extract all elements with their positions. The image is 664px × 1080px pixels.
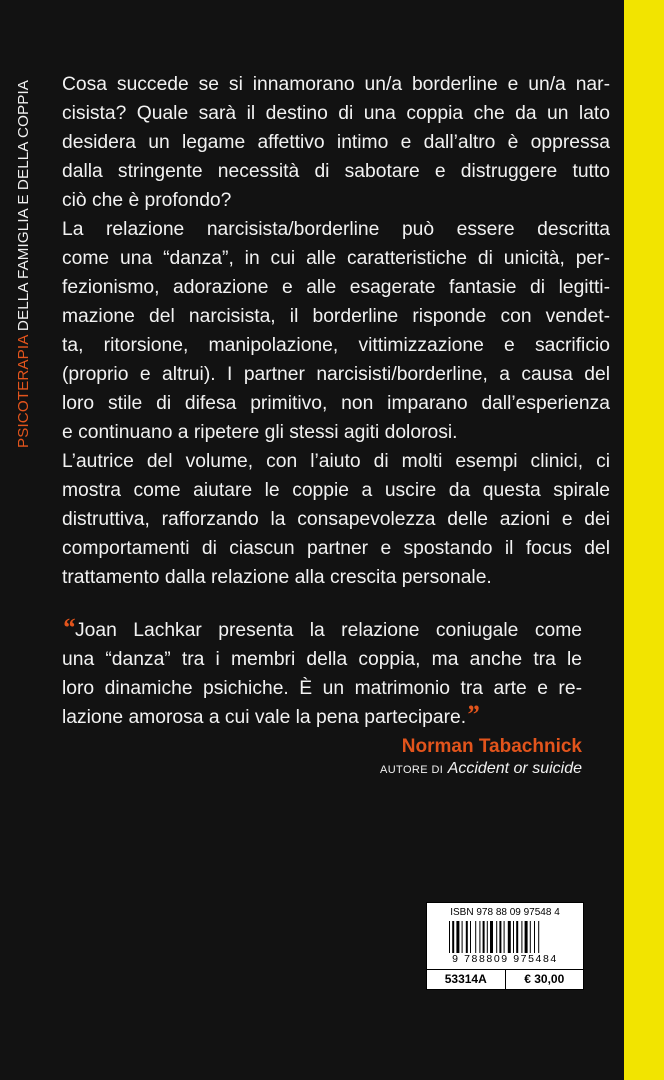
blurb-line: come una “danza”, in cui alle caratteristiche di unicità, per-: [62, 248, 610, 269]
quote-author-note: [380, 760, 582, 778]
ean-digits: 9 788809 975484: [452, 953, 558, 965]
blurb-line: comportamenti di ciascun partner e spostando il focus del: [62, 538, 610, 559]
blurb-line: loro stile di difesa primitivo, non imparano dall’esperienza: [62, 393, 610, 414]
blurb-line: La relazione narcisista/borderline può essere descritta: [62, 219, 610, 240]
blurb-line: mostra come aiutare le coppie a uscire da questa spirale: [62, 480, 610, 501]
quote-line: [62, 613, 582, 645]
product-code: 53314A: [427, 970, 506, 990]
code-price-row: [427, 969, 583, 990]
blurb-line: (proprio e altrui). I partner narcisisti/borderline, a causa del: [62, 364, 610, 385]
price: € 30,00: [524, 972, 565, 986]
blurb-line: cisista? Quale sarà il destino di una coppia che da un lato: [62, 103, 610, 124]
quote-line: una “danza” tra i membri della coppia, ma anche tra le: [62, 649, 582, 670]
author-role: AUTORE DI: [379, 764, 444, 776]
series-name: PSICOTERAPIA: [15, 335, 32, 448]
quote-line-text: Joan Lachkar presenta la relazione coniugale come: [75, 620, 582, 641]
quote-line: loro dinamiche psichiche. È un matrimonio tra arte e re-: [62, 678, 582, 699]
series-spine-label: [15, 80, 32, 448]
blurb-line: trattamento dalla relazione alla crescita personale.: [62, 567, 492, 588]
close-quote-mark: ”: [466, 700, 480, 729]
blurb-paragraph-2: [62, 215, 610, 447]
blurb-line: e continuano a ripetere gli stessi agiti dolorosi.: [62, 422, 458, 443]
blurb-line: L’autrice del volume, con l’aiuto di molti esempi clinici, ci: [62, 451, 610, 472]
isbn-number: ISBN 978 88 09 97548 4: [450, 907, 560, 918]
quote-author-name: Norman Tabachnick: [401, 736, 582, 757]
blurb-line: distruttiva, rafforzando la consapevolezza delle azioni e dei: [62, 509, 610, 530]
yellow-edge-band: [624, 0, 664, 1080]
blurb-paragraph-1: [62, 70, 610, 215]
quote-line-text: lazione amorosa a cui vale la pena partecipare.: [62, 707, 467, 728]
collection-name: DELLA FAMIGLIA E DELLA COPPIA: [15, 79, 32, 332]
barcode-icon: [449, 921, 561, 953]
blurb-line: desidera un legame affettivo intimo e dall’altro è oppressa: [62, 132, 610, 153]
blurb-line: mazione del narcisista, il borderline risponde con vendet-: [62, 306, 610, 327]
open-quote-mark: “: [62, 613, 75, 642]
blurb-paragraph-3: [62, 447, 610, 592]
review-quote: [62, 613, 582, 732]
barcode-label: [426, 902, 584, 990]
blurb-line: ciò che è profondo?: [62, 190, 232, 211]
blurb-line: ta, ritorsione, manipolazione, vittimizzazione e sacrificio: [62, 335, 610, 356]
blurb-line: fezionismo, adorazione e alle esagerate fantasie di legitti-: [62, 277, 610, 298]
blurb-line: Cosa succede se si innamorano un/a borderline e un/a nar-: [62, 74, 610, 95]
back-cover-blurb: [62, 70, 610, 592]
author-book-title: Accident or suicide: [447, 760, 582, 777]
blurb-line: dalla stringente necessità di sabotare e distruggere tutto: [62, 161, 610, 182]
quote-line: [62, 700, 582, 732]
